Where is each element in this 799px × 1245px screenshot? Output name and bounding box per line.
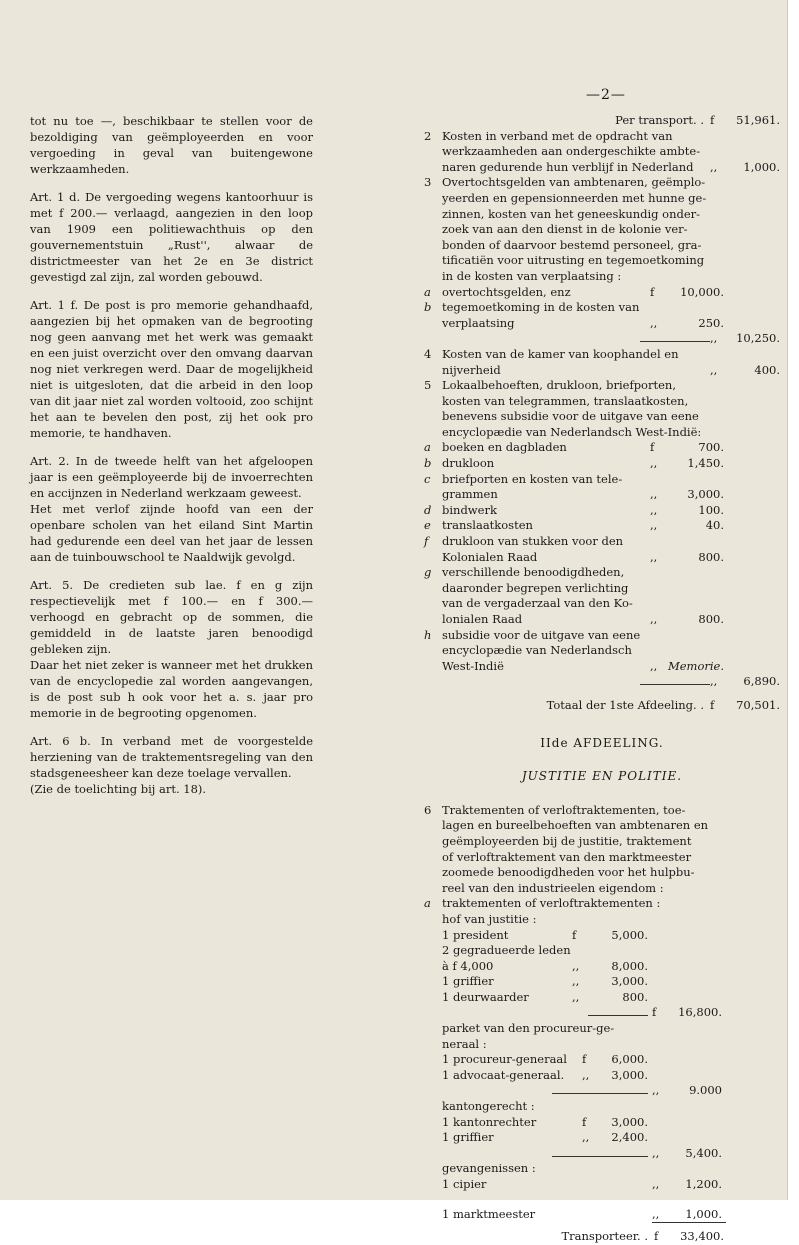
paragraph: Art. 1 f. De post is pro memorie gehandhaafd, aangezien bij het opmaken van de begrooting nog geen aanvang met het werk was gemaakt en een juist overzicht over den omvang daarvan nog niet verkregen werd. Daar de mogelijkheid niet is uitgesloten, dat die arbeid in den loop van dit jaar niet zal worden voltooid, zoo schijnt het aan te bevelen den post, zij het ook pro memorie, te handhaven. xyxy=(30,298,313,440)
paragraph: Art. 1 d. De vergoeding wegens kantoorhuur is met f 200.— verlaagd, aangezien in den loop van 1909 een politiewachthuis op den gouvernementstuin „Rust'', alwaar de districtmeester van het 2e en 3e district gevestigd zal zijn, zal worden gebouwd. xyxy=(30,190,313,284)
page-number: —2— xyxy=(586,87,626,103)
right-column: Per transport. . f 51,961. 2 Kosten in verband met de opdracht van werkzaamheden aan ondergeschikte ambte- naren gedurende hun verblijf in Nederland ,, 1,000. 3 Overtochtsgelden van ambtenaren, geëmplo- yeerden en gepensionneerden met hunne ge- zinnen, kosten van het geneeskundig onder- zoek van aan den dienst in de kolonie ver- bonden of daarvoor bestemd personeel, gra- tificatiën voor uitrusting en tegemoetkoming in de kosten van verplaatsing : a overtochtsgelden, enz f 10,000. b tegemoetkoming in de kosten van verplaatsing ,, 250. ,, 10,250. 4 Kosten van de kamer van koophandel en nijverheid ,, 400. 5 Lokaalbehoeften, drukloon, briefporten, kosten van telegrammen, translaatkosten, benevens subsidie voor de uitgave van eene encyclopædie van Nederlandsch West-Indië: a boeken en dagbladen f 700. b drukloon ,, 1,450. c briefporten en kosten van tele- grammen ,, 3,000. d bindwerk ,, 100. e translaatkosten ,, 40. f drukloon van stukken voor den Kolonialen Raad ,, 800. g verschillende benoodigdheden, daaronder begrepen verlichting van de vergaderzaal van den Ko- lonialen Raad ,, 800. h subsidie voor de uitgave van eene encyclopædie van Nederlandsch West-Indië ,, Memorie. ,, 6,890. Totaal der 1ste Afdeeling. . f 70,501. IIde AFDEELING. JUSTITIE EN POLITIE. 6 Traktementen of verloftraktementen, toe- lagen en bureelbehoeften van ambtenaren en geëmployeerden bij de justitie, traktement of verloftraktement van den marktmeester zoomede benoodigdheden voor het hulpbu- reel van den industrieelen eigendom : a traktementen of verloftraktementen : hof van justitie : 1 president f 5,000. 2 gegradueerde leden à f 4,000 ,, 8,000. 1 griffier ,, 3,000. 1 deurwaarder ,, 800. f 16,800. parket van den procureur-ge- neraal : 1 procureur-generaal f 6,000. 1 advocaat-generaal. ,, 3,000. ,, 9.000 kantongerecht : 1 kantonrechter f 3,000. 1 griffier ,, 2,400. ,, 5,400. gevangenissen : 1 cipier ,, 1,200. 1 marktmeester ,, 1,000. Transporteer. . f 33,400. xyxy=(424,113,780,1244)
paragraph: Daar het niet zeker is wanneer met het drukken van de encyclopedie zal worden aangevangen, is de post sub h ook voor het a. s. jaar pro memorie in de begrooting opgenomen. xyxy=(30,658,313,720)
left-column xyxy=(30,113,313,797)
page-edge xyxy=(787,0,799,1200)
section-subheading: JUSTITIE EN POLITIE. xyxy=(521,769,683,784)
totaal-row: Totaal der 1ste Afdeeling. . f 70,501. xyxy=(546,697,780,712)
paragraph: Art. 2. In de tweede helft van het afgeloopen jaar is een geëmployeerde bij de invoerrechten en accijnzen in Nederland werkzaam geweest. xyxy=(30,454,313,500)
paragraph: tot nu toe —, beschikbaar te stellen voor de bezoldiging van geëmployeerden en voor vergoeding in geval van buitengewone werkzaamheden. xyxy=(30,114,313,176)
paragraph: (Zie de toelichting bij art. 18). xyxy=(30,782,207,796)
paragraph: Het met verlof zijnde hoofd van een der openbare scholen van het eiland Sint Martin had gedurende een deel van het jaar de lessen aan de tuinbouwschool te Naaldwijk gevolgd. xyxy=(30,502,313,564)
per-transport-row: Per transport. . f 51,961. xyxy=(615,113,780,127)
paragraph: Art. 6 b. In verband met de voorgestelde herziening van de traktementsregeling van den stadsgeneesheer kan deze toelage vervallen. xyxy=(30,734,313,780)
transporteer-row: Transporteer. . f 33,400. xyxy=(561,1229,724,1244)
paragraph: Art. 5. De credieten sub lae. f en g zijn respectievelijk met f 100.— en f 300.— verhoogd en gebracht op de sommen, die gemiddeld in de laatste jaren benoodigd gebleken zijn. xyxy=(30,578,313,656)
section-heading: IIde AFDEELING. xyxy=(540,735,664,750)
